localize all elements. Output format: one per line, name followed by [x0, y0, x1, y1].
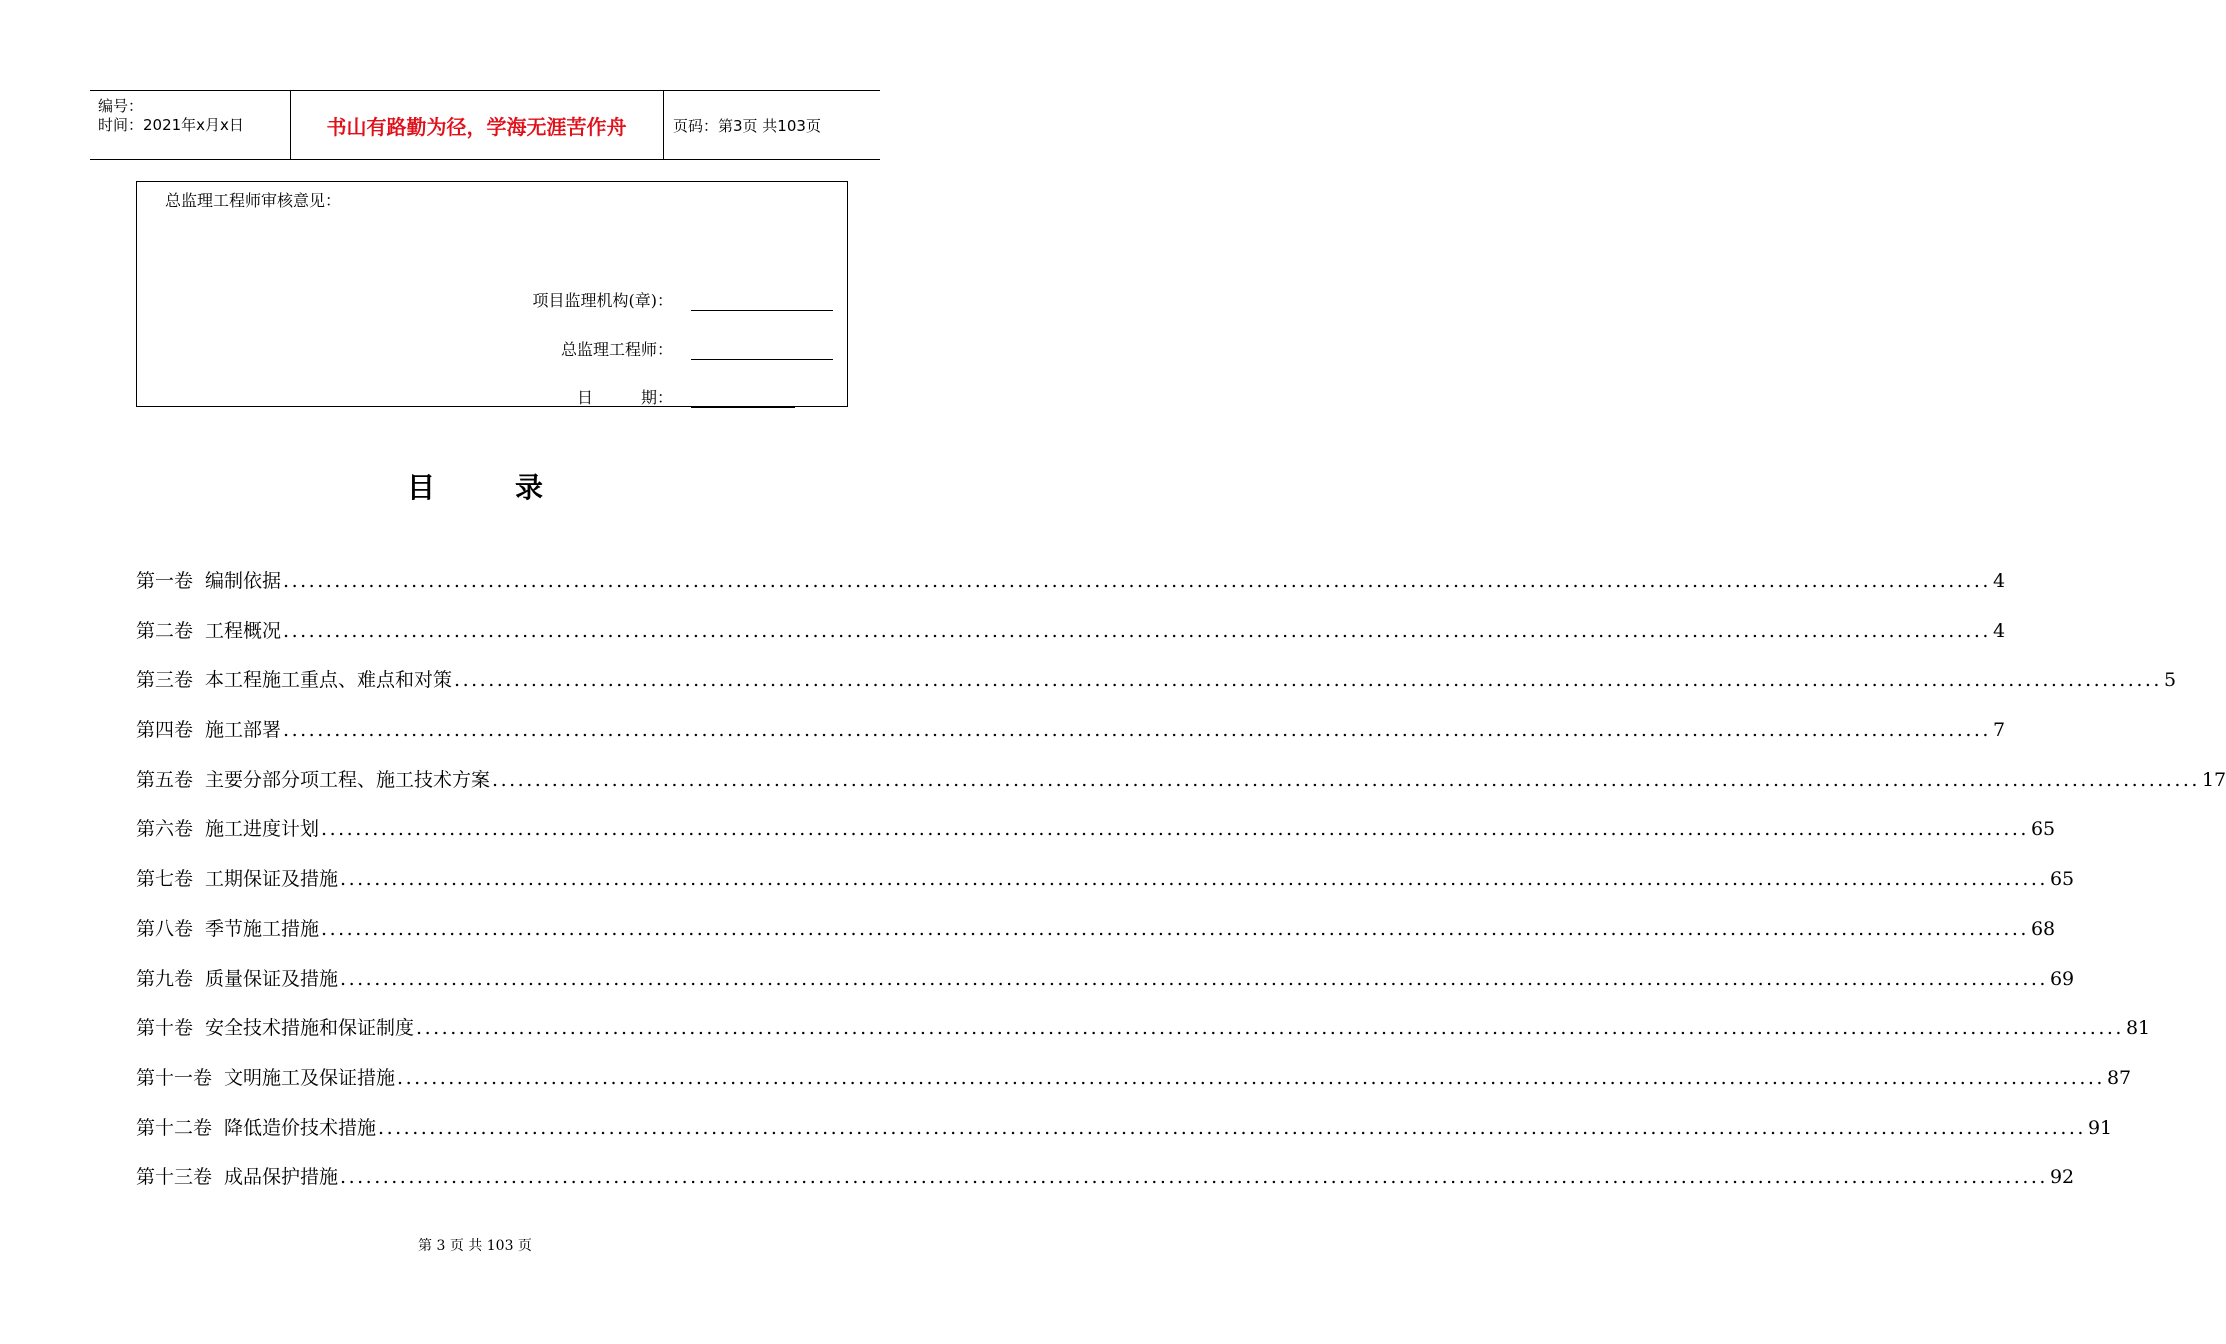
toc-page-number: 5	[2163, 669, 2177, 692]
signature-row-agency	[533, 288, 834, 311]
toc-volume: 第五卷	[136, 768, 194, 791]
toc-volume: 第三卷	[136, 669, 194, 692]
toc-page-number: 92	[2049, 1166, 2075, 1189]
signature-label: 日 期：	[576, 388, 673, 407]
toc-entry-title: 成品保护措施	[224, 1166, 339, 1189]
toc-entry-title: 文明施工及保证措施	[224, 1066, 396, 1089]
toc-volume: 第七卷	[136, 868, 194, 891]
toc-page-number: 65	[2049, 868, 2075, 891]
toc-page-number: 4	[1992, 570, 2006, 592]
toc-leader-dots: ........................................................................................................................................................................................................	[283, 619, 1991, 642]
page-header	[90, 90, 880, 160]
toc-entry-title: 安全技术措施和保证制度	[205, 1017, 415, 1040]
toc-entry[interactable]	[136, 814, 2056, 864]
toc-entry[interactable]	[136, 1013, 2151, 1063]
toc-leader-dots: ........................................................................................................................................................................................................	[492, 768, 2200, 791]
toc-leader-dots: ........................................................................................................................................................................................................	[378, 1116, 2086, 1139]
toc-entry[interactable]	[136, 864, 2075, 914]
toc-page-number: 4	[1992, 619, 2006, 642]
approval-box	[136, 181, 848, 407]
header-meta	[90, 91, 291, 159]
toc-volume: 第二卷	[136, 619, 194, 642]
toc-page-number: 17	[2201, 768, 2226, 791]
toc-leader-dots: ........................................................................................................................................................................................................	[416, 1017, 2124, 1040]
toc-entry[interactable]	[136, 616, 2006, 666]
toc-entry-title: 工期保证及措施	[205, 868, 339, 891]
toc-volume: 第十三卷	[136, 1166, 213, 1189]
toc-page-number: 69	[2049, 967, 2075, 990]
toc-entry[interactable]	[136, 1162, 2075, 1212]
toc-volume: 第八卷	[136, 917, 194, 940]
toc-entry[interactable]	[136, 765, 2226, 815]
signature-line	[691, 341, 833, 360]
toc-entry[interactable]	[136, 914, 2056, 964]
toc-entry[interactable]	[136, 715, 2006, 765]
toc-entry-title: 质量保证及措施	[205, 967, 339, 990]
toc-leader-dots: ........................................................................................................................................................................................................	[321, 818, 2029, 841]
toc-page-number: 81	[2125, 1017, 2151, 1040]
page-footer: 第 3 页 共 103 页	[418, 1238, 532, 1254]
toc-leader-dots: ........................................................................................................................................................................................................	[340, 1166, 2048, 1189]
approval-title: 总监理工程师审核意见：	[165, 191, 342, 210]
toc-list	[136, 566, 2226, 1212]
toc-entry-title: 主要分部分项工程、施工技术方案	[205, 768, 491, 791]
toc-entry-title: 施工部署	[205, 719, 282, 742]
toc-volume: 第四卷	[136, 719, 194, 742]
header-slogan: 书山有路勤为径，学海无涯苦作舟	[290, 91, 664, 159]
toc-entry[interactable]	[136, 1063, 2132, 1113]
toc-entry[interactable]	[136, 1113, 2113, 1163]
toc-leader-dots: ........................................................................................................................................................................................................	[397, 1066, 2105, 1089]
signature-label: 项目监理机构(章)：	[532, 291, 673, 310]
signature-row-date	[577, 385, 795, 408]
toc-volume: 第十二卷	[136, 1116, 213, 1139]
toc-entry-title: 本工程施工重点、难点和对策	[205, 669, 453, 692]
toc-volume: 第十卷	[136, 1017, 194, 1040]
signature-row-engineer	[561, 337, 833, 360]
toc-title	[0, 466, 950, 506]
toc-volume: 第一卷	[136, 570, 194, 592]
toc-title-b: 录	[515, 471, 544, 504]
toc-page-number: 87	[2106, 1066, 2132, 1089]
toc-volume: 第六卷	[136, 818, 194, 841]
toc-leader-dots: ........................................................................................................................................................................................................	[454, 669, 2162, 692]
toc-page-number: 7	[1992, 719, 2006, 742]
toc-leader-dots: ........................................................................................................................................................................................................	[321, 917, 2029, 940]
signature-line	[691, 292, 833, 311]
time-label: 时间：2021年x月x日	[98, 116, 244, 134]
toc-entry[interactable]	[136, 665, 2177, 715]
toc-entry-title: 编制依据	[205, 570, 282, 592]
toc-volume: 第九卷	[136, 967, 194, 990]
toc-page-number: 68	[2030, 917, 2056, 940]
toc-page-number: 65	[2030, 818, 2056, 841]
toc-entry-title: 季节施工措施	[205, 917, 320, 940]
toc-volume: 第十一卷	[136, 1066, 213, 1089]
toc-entry[interactable]	[136, 964, 2075, 1014]
header-page-label: 页码：第3页 共103页	[673, 116, 821, 135]
toc-entry-title: 降低造价技术措施	[224, 1116, 377, 1139]
number-label: 编号：	[98, 97, 144, 115]
signature-line	[691, 389, 795, 408]
toc-leader-dots: ........................................................................................................................................................................................................	[340, 868, 2048, 891]
toc-title-a: 目	[406, 471, 435, 504]
toc-entry-title: 施工进度计划	[205, 818, 320, 841]
toc-page-number: 91	[2087, 1116, 2113, 1139]
toc-leader-dots: ........................................................................................................................................................................................................	[283, 719, 1991, 742]
toc-entry-title: 工程概况	[205, 619, 282, 642]
toc-leader-dots: ........................................................................................................................................................................................................	[340, 967, 2048, 990]
toc-entry[interactable]	[136, 566, 2006, 616]
toc-leader-dots: ........................................................................................................................................................................................................	[283, 570, 1991, 592]
signature-label: 总监理工程师：	[560, 340, 673, 359]
